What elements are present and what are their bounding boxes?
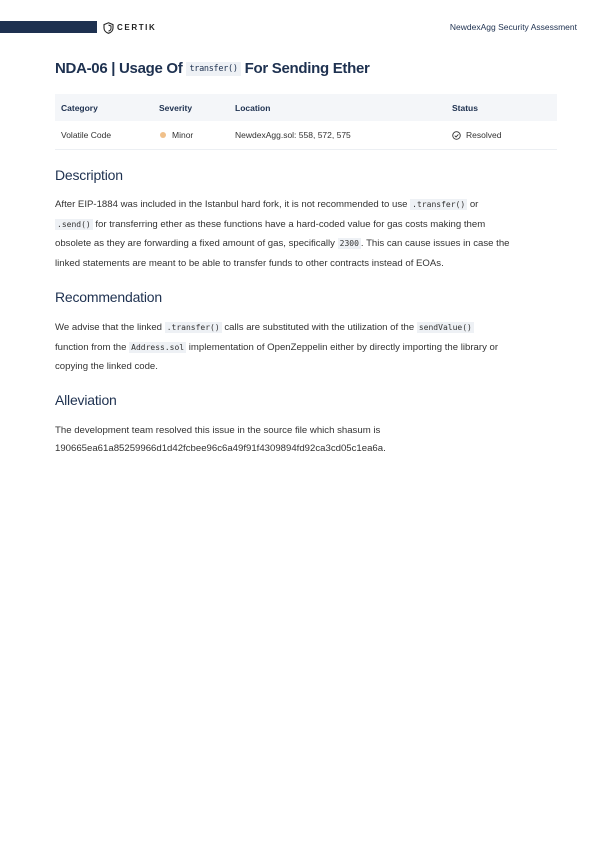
code-sendvalue: sendValue() (418, 323, 472, 332)
header-status: Status (452, 102, 478, 113)
status-label: Resolved (466, 130, 502, 140)
brand-name: CERTIK (117, 23, 157, 32)
alleviation-heading: Alleviation (55, 392, 117, 408)
header-location: Location (235, 102, 271, 113)
code-gas: 2300 (339, 239, 359, 249)
text: copying the linked code. (55, 361, 158, 373)
finding-title (55, 60, 370, 77)
cell-category: Volatile Code (61, 130, 112, 140)
text: After EIP-1884 was included in the Istanbul hard fork, it is not recommended to use (55, 199, 411, 210)
text: for transferring ether as these functions have a hard-coded value for gas costs making them (92, 218, 486, 230)
severity-label: Minor (172, 130, 194, 140)
text: function from the (55, 341, 130, 353)
cell-status (452, 130, 557, 140)
finding-summary-table (55, 94, 557, 150)
check-circle-icon (452, 131, 461, 140)
text: obsolete as they are forwarding a fixed amount of gas, specifically (55, 238, 338, 250)
text: linked statements are meant to be able to transfer funds to other contracts instead of EOAs. (55, 258, 444, 270)
description-text (55, 195, 560, 274)
recommendation-text (55, 318, 560, 377)
cell-location: NewdexAgg.sol: 558, 572, 575 (235, 130, 351, 140)
certik-logo (103, 21, 156, 34)
title-prefix: NDA-06 | Usage Of (55, 60, 183, 77)
table-header-row (55, 94, 557, 121)
severity-dot-icon (160, 132, 166, 138)
shield-icon (103, 22, 114, 34)
table-row (55, 121, 557, 150)
alleviation-text (55, 422, 560, 458)
title-suffix: For Sending Ether (244, 60, 370, 77)
code-send: .send() (57, 219, 91, 229)
text: implementation of OpenZeppelin either by directly importing the library or (186, 341, 499, 353)
code-address-sol: Address.sol (131, 342, 185, 352)
code-transfer: .transfer() (412, 200, 466, 209)
code-transfer: .transfer() (166, 323, 220, 332)
shasum: 190665ea61a85259966d1d42fcbee96c6a49f91f4309894fd92ca3cd05c1ea6a. (55, 443, 386, 454)
header-severity: Severity (159, 102, 193, 113)
text: The development team resolved this issue in the source file which shasum is (55, 425, 381, 436)
header-category: Category (61, 102, 98, 113)
report-title: NewdexAgg Security Assessment (449, 22, 577, 32)
header-accent-bar (0, 21, 97, 33)
title-code: transfer() (186, 62, 240, 76)
description-heading: Description (55, 167, 123, 183)
text: calls are substituted with the utilization of the (221, 322, 417, 333)
recommendation-heading: Recommendation (55, 289, 162, 305)
text: or (467, 199, 479, 210)
text: We advise that the linked (55, 322, 165, 333)
cell-severity (159, 130, 235, 140)
text: . This can cause issues in case the (360, 238, 510, 250)
